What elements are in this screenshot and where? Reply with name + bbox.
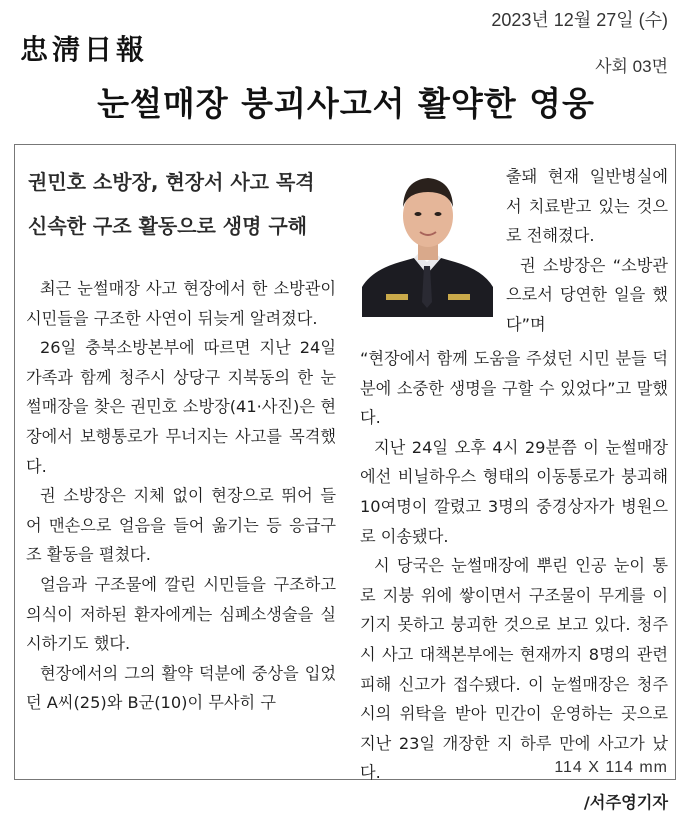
paragraph: 권 소방장은 지체 없이 현장으로 뛰어 들어 맨손으로 얼음을 들어 옮기는 등 응급구조 활동을 펼쳤다.	[26, 486, 336, 565]
clipping-size: 114 X 114 mm	[554, 759, 668, 776]
right-column	[360, 344, 668, 818]
paragraph: 지난 24일 오후 4시 29분쯤 이 눈썰매장에선 비닐하우스 형태의 이동통로가 붕괴해 10여명이 깔렸고 3명의 중경상자가 병원으로 이송됐다.	[360, 437, 668, 546]
firefighter-photo	[362, 162, 493, 317]
right-top-column	[506, 162, 668, 340]
paragraph: 권 소방장은 “소방관으로서 당연한 일을 했다”며	[506, 255, 668, 334]
article-subheads	[28, 160, 348, 248]
subhead-line-2: 신속한 구조 활동으로 생명 구해	[28, 214, 308, 238]
newspaper-masthead: 忠淸日報	[20, 33, 149, 66]
paragraph: 시 당국은 눈썰매장에 뿌린 인공 눈이 통로 지붕 위에 쌓이면서 구조물이 무게를 이기지 못하고 붕괴한 것으로 보고 있다. 청주시 사고 대책본부에는 현재까지 8명의 관련 피해 신고가 접수됐다. 이 눈썰매장은 청주시의 위탁을 받아 민간이 운영하는 곳으로 지난 23일 개장한 지 하루 만에 사고가 났다.	[360, 556, 668, 783]
paragraph: 현장에서의 그의 활약 덕분에 중상을 입었던 A씨(25)와 B군(10)이 무사히 구	[26, 663, 336, 713]
reporter-byline: /서주영기자	[583, 792, 668, 812]
section-page: 사회 03면	[595, 57, 668, 76]
left-column	[26, 274, 336, 718]
subhead-line-1: 권민호 소방장, 현장서 사고 목격	[28, 170, 315, 194]
publication-date: 2023년 12월 27일 (수)	[491, 10, 668, 30]
paragraph: 26일 충북소방본부에 따르면 지난 24일 가족과 함께 청주시 상당구 지북동의 한 눈썰매장을 찾은 권민호 소방장(41·사진)은 현장에서 보행통로가 무너지는 사고를 목격했다.	[26, 338, 336, 476]
article-headline: 눈썰매장 붕괴사고서 활약한 영웅	[97, 84, 595, 123]
paragraph: 출돼 현재 일반병실에서 치료받고 있는 것으로 전해졌다.	[506, 167, 668, 246]
portrait-image	[362, 162, 493, 317]
paragraph: 얼음과 구조물에 깔린 시민들을 구조하고 의식이 저하된 환자에게는 심폐소생술을 실시하기도 했다.	[26, 574, 336, 654]
byline	[360, 788, 668, 818]
paragraph: 최근 눈썰매장 사고 현장에서 한 소방관이 시민들을 구조한 사연이 뒤늦게 알려졌다.	[26, 279, 336, 328]
paragraph: “현장에서 함께 도움을 주셨던 시민 분들 덕분에 소중한 생명을 구할 수 있었다”고 말했다.	[360, 349, 668, 428]
